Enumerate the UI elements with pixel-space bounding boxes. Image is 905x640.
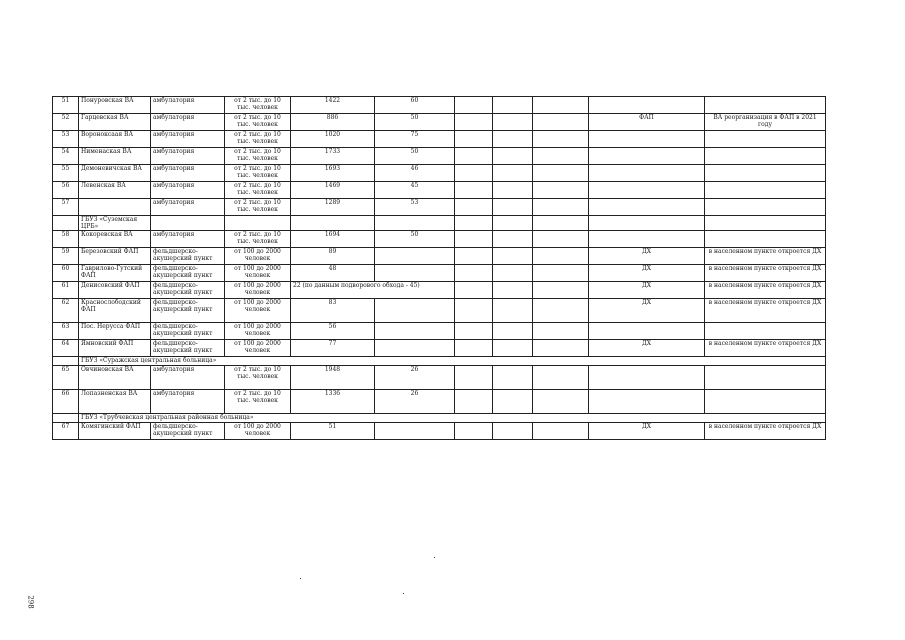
table-row	[53, 299, 826, 323]
population-value: 1422	[291, 97, 375, 114]
facility-type: амбулатория	[151, 97, 225, 114]
facility-type: фельдшерско-акушерский пункт	[151, 248, 225, 265]
facility-name: Гаврилово-Гутский ФАП	[79, 265, 151, 282]
row-number: 54	[53, 148, 79, 165]
remark: в населенном пункте откроется ДХ	[705, 299, 826, 323]
table-row	[53, 148, 826, 165]
table-row	[53, 97, 826, 114]
facility-type: амбулатория	[151, 131, 225, 148]
cell-empty	[533, 216, 589, 231]
cell-empty	[533, 265, 589, 282]
row-number: 58	[53, 231, 79, 248]
row-number: 57	[53, 199, 79, 216]
population-value: 89	[291, 248, 375, 265]
cell-empty	[493, 282, 533, 299]
facility-name: Березовский ФАП	[79, 248, 151, 265]
population-value: 1948	[291, 366, 375, 390]
page-number: 298	[26, 595, 35, 609]
secondary-value	[375, 423, 455, 440]
population-value: 1733	[291, 148, 375, 165]
org-header-row	[53, 414, 826, 423]
cell-empty	[53, 216, 79, 231]
cell-empty	[493, 390, 533, 414]
remark	[705, 182, 826, 199]
population-value: 1469	[291, 182, 375, 199]
population-range: от 100 до 2000 человек	[225, 299, 291, 323]
row-number: 61	[53, 282, 79, 299]
cell-empty	[455, 231, 493, 248]
table-row	[53, 265, 826, 282]
cell-empty	[533, 423, 589, 440]
secondary-value	[375, 323, 455, 340]
population-range: от 2 тыс. до 10 тыс. человек	[225, 390, 291, 414]
cell-empty	[533, 231, 589, 248]
cell-empty	[533, 165, 589, 182]
scan-speck	[300, 578, 301, 579]
planned-action	[589, 165, 705, 182]
population-value: 51	[291, 423, 375, 440]
org-header-label: ГБУЗ «Трубчевская центральная районная больница»	[79, 414, 826, 423]
cell-empty	[455, 165, 493, 182]
planned-action: ДХ	[589, 423, 705, 440]
cell-empty	[455, 216, 493, 231]
population-value: 1694	[291, 231, 375, 248]
table-row	[53, 231, 826, 248]
cell-empty	[455, 114, 493, 131]
planned-action	[589, 390, 705, 414]
table-row	[53, 340, 826, 357]
population-range: от 2 тыс. до 10 тыс. человек	[225, 148, 291, 165]
cell-empty	[493, 265, 533, 282]
table-row	[53, 165, 826, 182]
facility-type: фельдшерско-акушерский пункт	[151, 299, 225, 323]
scan-speck	[403, 593, 404, 594]
row-number: 64	[53, 340, 79, 357]
table-row	[53, 114, 826, 131]
cell-empty	[151, 216, 225, 231]
org-header-label: ГБУЗ «Суражская центральная больница»	[79, 357, 826, 366]
cell-empty	[493, 216, 533, 231]
cell-empty	[533, 97, 589, 114]
cell-empty	[493, 182, 533, 199]
facility-name: Ямновский ФАП	[79, 340, 151, 357]
population-value: 56	[291, 323, 375, 340]
cell-empty	[375, 216, 455, 231]
cell-empty	[455, 97, 493, 114]
secondary-value: 50	[375, 231, 455, 248]
planned-action: ДХ	[589, 248, 705, 265]
row-number: 53	[53, 131, 79, 148]
cell-empty	[53, 357, 79, 366]
row-number: 51	[53, 97, 79, 114]
facility-type: фельдшерско-акушерский пункт	[151, 282, 225, 299]
secondary-value: 50	[375, 114, 455, 131]
planned-action	[589, 231, 705, 248]
table-row	[53, 282, 826, 299]
facility-type: фельдшерско-акушерский пункт	[151, 423, 225, 440]
remark	[705, 131, 826, 148]
planned-action	[589, 131, 705, 148]
cell-empty	[493, 366, 533, 390]
remark	[705, 97, 826, 114]
cell-empty	[533, 148, 589, 165]
facility-type: фельдшерско-акушерский пункт	[151, 265, 225, 282]
cell-empty	[455, 131, 493, 148]
cell-empty	[533, 114, 589, 131]
planned-action: ДХ	[589, 340, 705, 357]
cell-empty	[533, 182, 589, 199]
remark: в населенном пункте откроется ДХ	[705, 423, 826, 440]
table-row	[53, 182, 826, 199]
population-range: от 2 тыс. до 10 тыс. человек	[225, 199, 291, 216]
cell-empty	[493, 165, 533, 182]
cell-empty	[533, 282, 589, 299]
secondary-value: 60	[375, 97, 455, 114]
cell-empty	[455, 182, 493, 199]
facility-name: Овчиновская ВА	[79, 366, 151, 390]
cell-empty	[533, 248, 589, 265]
planned-action	[589, 97, 705, 114]
facilities-table	[52, 96, 826, 440]
population-value: 83	[291, 299, 375, 323]
cell-empty	[455, 340, 493, 357]
facility-type: фельдшерско-акушерский пункт	[151, 323, 225, 340]
planned-action: ДХ	[589, 265, 705, 282]
cell-empty	[533, 390, 589, 414]
remark: ВА реорганизация в ФАП в 2021 году	[705, 114, 826, 131]
remark	[705, 231, 826, 248]
row-number: 60	[53, 265, 79, 282]
table-row	[53, 323, 826, 340]
facility-name: Гарцевская ВА	[79, 114, 151, 131]
cell-empty	[455, 323, 493, 340]
cell-empty	[493, 131, 533, 148]
cell-empty	[291, 216, 375, 231]
facility-type: амбулатория	[151, 366, 225, 390]
facility-name: Пос. Нерусса ФАП	[79, 323, 151, 340]
table-body	[53, 97, 826, 440]
population-value: 886	[291, 114, 375, 131]
planned-action: ДХ	[589, 282, 705, 299]
remark: в населенном пункте откроется ДХ	[705, 265, 826, 282]
cell-empty	[533, 199, 589, 216]
population-range: от 2 тыс. до 10 тыс. человек	[225, 231, 291, 248]
cell-empty	[493, 97, 533, 114]
planned-action: ДХ	[589, 299, 705, 323]
facility-name: Левенская ВА	[79, 182, 151, 199]
planned-action	[589, 366, 705, 390]
cell-empty	[493, 340, 533, 357]
population-range: от 2 тыс. до 10 тыс. человек	[225, 165, 291, 182]
secondary-value	[375, 248, 455, 265]
population-range: от 100 до 2000 человек	[225, 248, 291, 265]
cell-empty	[493, 299, 533, 323]
population-value: 22 (по данным подворового обхода - 45)	[291, 282, 455, 299]
secondary-value: 46	[375, 165, 455, 182]
remark	[705, 165, 826, 182]
row-number: 55	[53, 165, 79, 182]
cell-empty	[455, 423, 493, 440]
facility-type: амбулатория	[151, 114, 225, 131]
cell-empty	[455, 248, 493, 265]
facility-name: Денисовский ФАП	[79, 282, 151, 299]
facility-name: Понуровская ВА	[79, 97, 151, 114]
population-range: от 2 тыс. до 10 тыс. человек	[225, 366, 291, 390]
secondary-value: 26	[375, 390, 455, 414]
remark	[705, 323, 826, 340]
remark: в населенном пункте откроется ДХ	[705, 340, 826, 357]
population-value: 1289	[291, 199, 375, 216]
population-range: от 100 до 2000 человек	[225, 423, 291, 440]
facility-type: амбулатория	[151, 148, 225, 165]
planned-action	[589, 182, 705, 199]
planned-action	[589, 323, 705, 340]
cell-empty	[493, 148, 533, 165]
facility-name: Комягинский ФАП	[79, 423, 151, 440]
row-number: 62	[53, 299, 79, 323]
population-range: от 2 тыс. до 10 тыс. человек	[225, 131, 291, 148]
facility-type: амбулатория	[151, 199, 225, 216]
remark	[705, 199, 826, 216]
facility-name: Кокоревская ВА	[79, 231, 151, 248]
population-range: от 100 до 2000 человек	[225, 282, 291, 299]
cell-empty	[589, 216, 705, 231]
population-range: от 100 до 2000 человек	[225, 323, 291, 340]
cell-empty	[533, 131, 589, 148]
secondary-value: 26	[375, 366, 455, 390]
cell-empty	[455, 366, 493, 390]
row-number: 63	[53, 323, 79, 340]
table-row	[53, 390, 826, 414]
cell-empty	[493, 248, 533, 265]
cell-empty	[705, 216, 826, 231]
cell-empty	[455, 390, 493, 414]
population-value: 48	[291, 265, 375, 282]
cell-empty	[493, 231, 533, 248]
planned-action	[589, 199, 705, 216]
row-number: 52	[53, 114, 79, 131]
facility-name: Демоневичская ВА	[79, 165, 151, 182]
cell-empty	[53, 414, 79, 423]
row-number: 65	[53, 366, 79, 390]
facility-type: амбулатория	[151, 182, 225, 199]
facility-name: Лопазненская ВА	[79, 390, 151, 414]
org-header-label: ГБУЗ «Суземская ЦРБ»	[79, 216, 151, 231]
facility-name: Краснослободский ФАП	[79, 299, 151, 323]
facility-type: фельдшерско-акушерский пункт	[151, 340, 225, 357]
cell-empty	[455, 148, 493, 165]
remark	[705, 148, 826, 165]
cell-empty	[455, 199, 493, 216]
cell-empty	[455, 299, 493, 323]
population-value: 77	[291, 340, 375, 357]
table-row	[53, 131, 826, 148]
secondary-value	[375, 265, 455, 282]
population-range: от 2 тыс. до 10 тыс. человек	[225, 182, 291, 199]
population-range: от 2 тыс. до 10 тыс. человек	[225, 97, 291, 114]
remark	[705, 390, 826, 414]
table-row	[53, 199, 826, 216]
org-header-row	[53, 357, 826, 366]
population-range: от 100 до 2000 человек	[225, 265, 291, 282]
population-range: от 100 до 2000 человек	[225, 340, 291, 357]
row-number: 67	[53, 423, 79, 440]
population-range: от 2 тыс. до 10 тыс. человек	[225, 114, 291, 131]
cell-empty	[455, 282, 493, 299]
row-number: 56	[53, 182, 79, 199]
table-row	[53, 366, 826, 390]
facility-type: амбулатория	[151, 165, 225, 182]
table-row	[53, 423, 826, 440]
facility-name	[79, 199, 151, 216]
cell-empty	[493, 423, 533, 440]
scan-speck	[434, 557, 435, 558]
cell-empty	[225, 216, 291, 231]
facility-type: амбулатория	[151, 231, 225, 248]
row-number: 66	[53, 390, 79, 414]
cell-empty	[533, 340, 589, 357]
cell-empty	[533, 366, 589, 390]
facility-type: амбулатория	[151, 390, 225, 414]
table-row	[53, 248, 826, 265]
facility-name: Вороноксаая ВА	[79, 131, 151, 148]
cell-empty	[493, 114, 533, 131]
row-number: 59	[53, 248, 79, 265]
secondary-value: 45	[375, 182, 455, 199]
cell-empty	[533, 299, 589, 323]
remark	[705, 366, 826, 390]
cell-empty	[455, 265, 493, 282]
remark: в населенном пункте откроется ДХ	[705, 248, 826, 265]
cell-empty	[493, 323, 533, 340]
cell-empty	[493, 199, 533, 216]
facility-name: Нименаская ВА	[79, 148, 151, 165]
cell-empty	[533, 323, 589, 340]
secondary-value: 50	[375, 148, 455, 165]
secondary-value	[375, 299, 455, 323]
population-value: 1336	[291, 390, 375, 414]
org-header-row	[53, 216, 826, 231]
remark: в населенном пункте откроется ДХ	[705, 282, 826, 299]
planned-action: ФАП	[589, 114, 705, 131]
secondary-value	[375, 340, 455, 357]
secondary-value: 75	[375, 131, 455, 148]
population-value: 1020	[291, 131, 375, 148]
secondary-value: 53	[375, 199, 455, 216]
population-value: 1693	[291, 165, 375, 182]
planned-action	[589, 148, 705, 165]
